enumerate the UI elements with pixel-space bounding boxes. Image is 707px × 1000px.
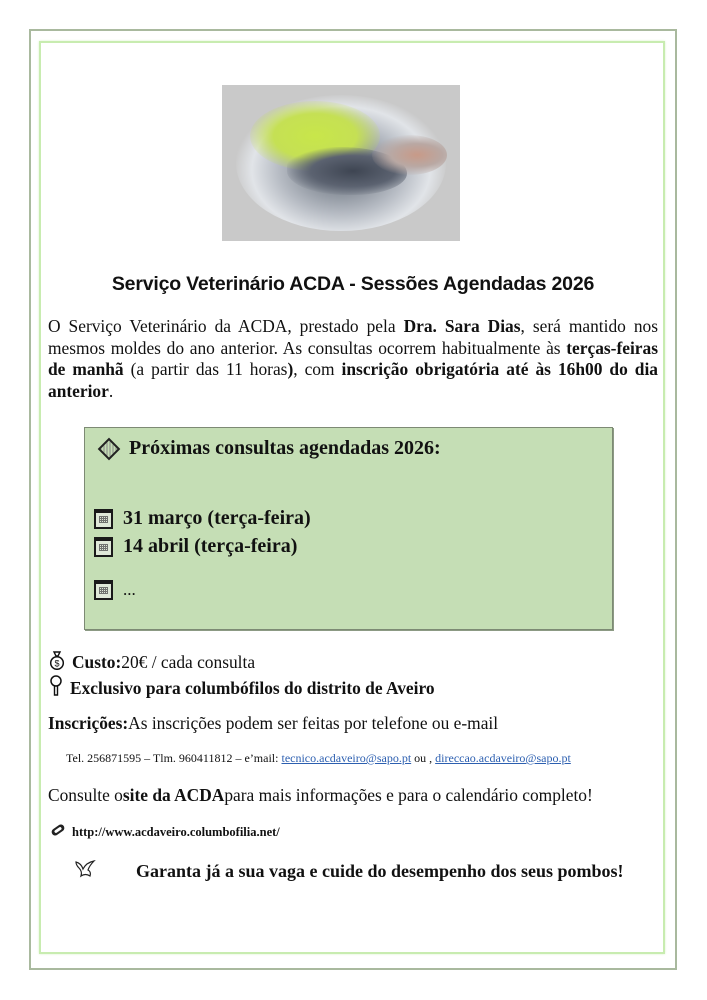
email-link-direccao[interactable]: direccao.acdaveiro@sapo.pt [435,751,571,765]
schedule-item [94,507,311,530]
diamond-bullet-icon [98,437,121,460]
calendar-icon [94,509,113,529]
registration-label: Inscrições: [48,713,129,733]
registration-text: As inscrições podem ser feitas por telefone ou e-mail [128,713,499,733]
intro-text: (a partir das 11 horas [123,359,288,379]
call-to-action [74,859,674,884]
schedule-header [97,437,441,460]
link-chain-icon [50,823,66,841]
document-title: Serviço Veterinário ACDA - Sessões Agendadas 2026 [111,273,595,295]
email-link-tecnico[interactable]: tecnico.acdaveiro@sapo.pt [281,751,412,765]
doctor-name: Dra. Sara Dias [403,316,521,336]
cta-text: Garanta já a sua vaga e cuide do desempenho dos seus pombos! [136,861,624,881]
svg-text:$: $ [54,658,60,669]
photo-gloved-hand [372,135,447,175]
schedule-date: 14 abril (terça-feira) [123,535,298,557]
pigeon-vet-photo [222,85,460,241]
schedule-item [94,580,136,600]
contact-phones: Tel. 256871595 – Tlm. 960411812 – e’mail: [66,751,282,765]
consult-days: terças-feiras de manhã [48,337,658,379]
schedule-item [94,535,297,558]
exclusive-text: Exclusivo para columbófilos do distrito de Aveiro [70,678,435,698]
money-bag-icon [48,650,66,675]
registration-deadline: inscrição obrigatória até às 16h00 do dia anterior [48,359,658,401]
contact-line [66,751,571,766]
schedule-box [84,427,613,630]
schedule-date: 31 março (terça-feira) [123,507,311,529]
cost-line [48,650,255,675]
contact-separator: ou , [411,751,436,765]
intro-text: ) [287,359,294,379]
registration-line [48,713,498,734]
key-icon [48,675,64,702]
dove-icon [74,859,96,884]
schedule-header-text: Próximas consultas agendadas 2026: [129,437,441,459]
site-text: Consulte o [48,785,123,805]
calendar-icon [94,537,113,557]
website-url-line [50,823,280,841]
intro-text: , com [293,359,342,379]
site-info-line [48,785,593,806]
intro-paragraph [48,316,658,402]
intro-text: , será mantido nos mesmos moldes do ano anterior. As consultas ocorrem habitualmente às [48,316,659,358]
exclusive-line [48,675,435,702]
cost-label: Custo: [72,652,122,672]
cost-value: 20€ / cada consulta [121,652,256,672]
site-text: para mais informações e para o calendário completo! [224,785,593,805]
site-name: site da ACDA [122,785,225,805]
intro-text: O Serviço Veterinário da ACDA, prestado pela [48,316,404,336]
intro-text: . [108,380,114,401]
website-url[interactable]: http://www.acdaveiro.columbofilia.net/ [72,824,280,839]
calendar-icon [94,580,113,600]
schedule-more: ... [123,580,136,599]
